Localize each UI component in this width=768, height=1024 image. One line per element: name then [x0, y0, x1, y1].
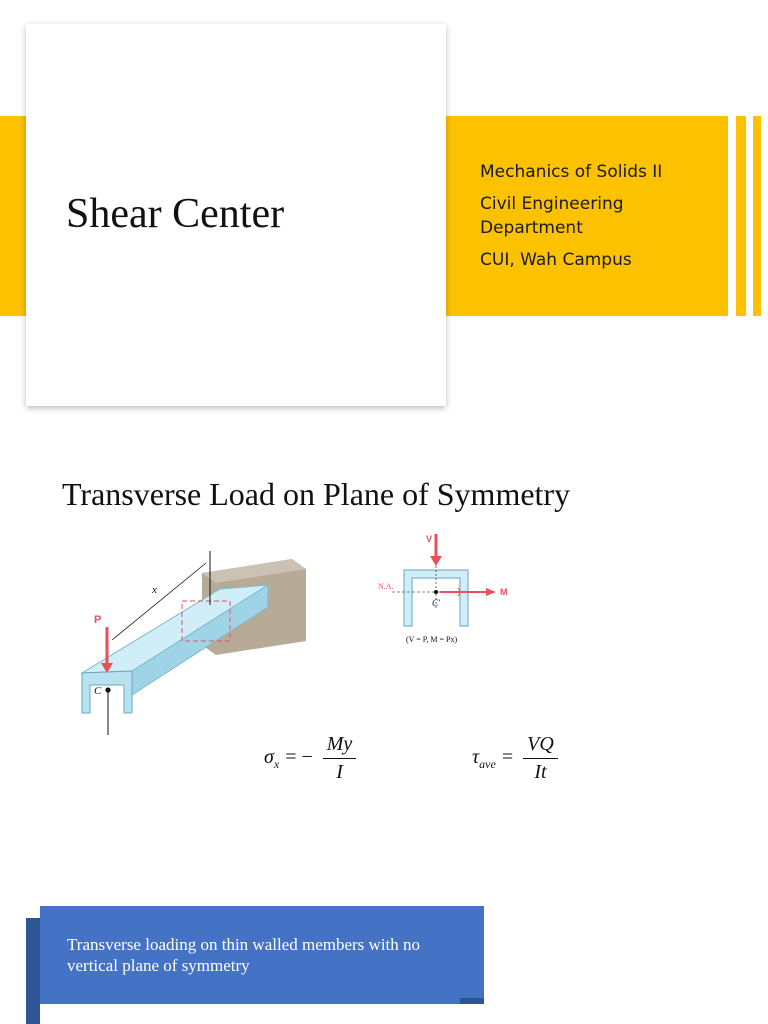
- slide-title: Shear Center: [66, 191, 285, 237]
- shear-stress-equation: [472, 733, 558, 784]
- shear-arrowhead: [430, 556, 442, 566]
- section-title: Transverse Load on Plane of Symmetry: [62, 476, 571, 512]
- load-label: P: [94, 614, 102, 626]
- cantilever-channel-beam-figure: [70, 545, 320, 740]
- sigma-symbol: σ: [264, 746, 274, 769]
- fraction: [323, 733, 357, 784]
- numerator: VQ: [523, 733, 558, 759]
- tau-subscript: ave: [479, 757, 496, 772]
- moment-arrowhead: [486, 588, 496, 596]
- course-info: [480, 160, 670, 280]
- box-corner-shadow: [460, 998, 484, 1004]
- centroid-label: C: [94, 685, 102, 697]
- fraction: [523, 733, 558, 784]
- department-name: Civil Engineering Department: [480, 194, 624, 238]
- campus-name: CUI, Wah Campus: [480, 250, 632, 270]
- accent-stripe: [736, 116, 746, 316]
- distance-label: x: [152, 584, 157, 596]
- course-name: Mechanics of Solids II: [480, 162, 663, 182]
- equation-operator: = −: [285, 746, 313, 769]
- accent-stripe: [753, 116, 761, 316]
- channel-cross-section-figure: [370, 530, 530, 650]
- slide3-title: Transverse loading on thin walled members with no vertical plane of symmetry: [67, 935, 421, 975]
- section-caption: (V = P, M = Px): [406, 635, 458, 644]
- bending-stress-equation: [264, 733, 356, 784]
- tau-symbol: τ: [472, 746, 480, 769]
- neutral-axis-label: N.A.: [378, 582, 394, 591]
- title-box-fold: [26, 918, 40, 1024]
- denominator: It: [534, 761, 547, 783]
- denominator: I: [336, 761, 343, 783]
- stripe-gap: [761, 116, 768, 316]
- moment-label: M: [500, 587, 508, 597]
- section-centroid-label: C': [432, 598, 440, 608]
- stripe-gap: [728, 116, 736, 316]
- sigma-subscript: x: [273, 757, 280, 772]
- title-card: [26, 24, 446, 406]
- numerator: My: [323, 733, 357, 759]
- shear-label: V: [426, 534, 433, 544]
- equation-operator: =: [501, 746, 514, 769]
- stripe-gap: [746, 116, 753, 316]
